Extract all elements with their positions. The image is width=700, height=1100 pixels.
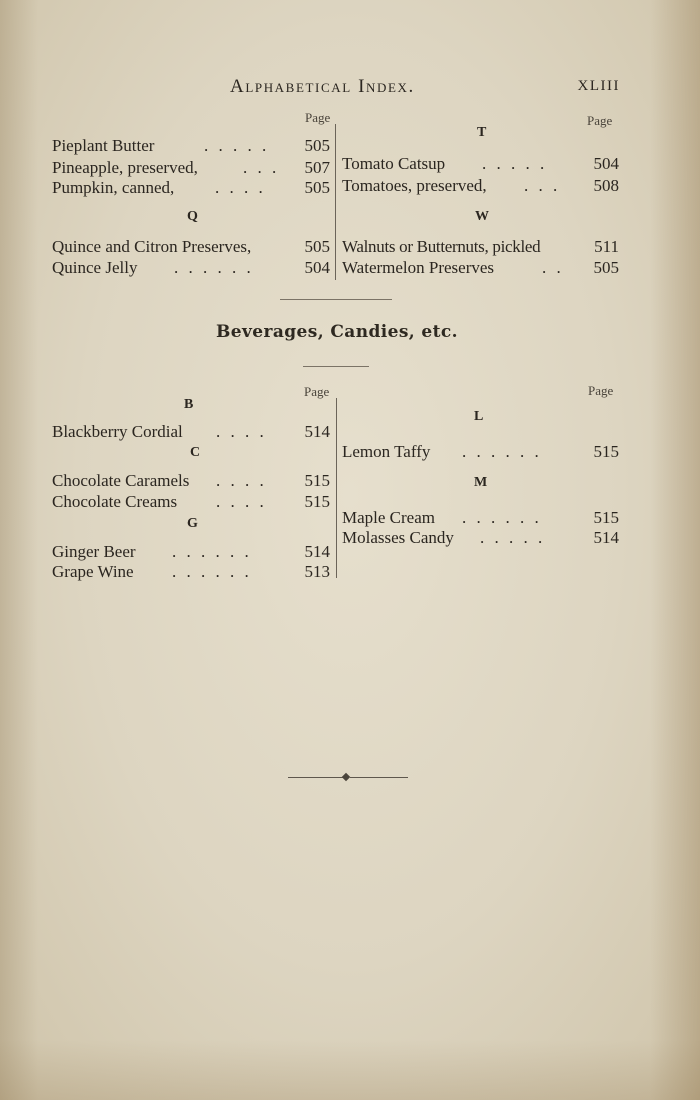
index-entry [52, 421, 330, 442]
entry-name: Maple Cream [342, 508, 435, 527]
ornament-diamond [342, 773, 350, 781]
leader-dots: . . . . . . [462, 442, 542, 461]
leader-dots: . . . . . . [172, 542, 252, 561]
entry-page: 515 [593, 442, 619, 461]
section-letter: M [474, 475, 488, 490]
entry-page: 505 [304, 136, 330, 155]
entry-name: Blackberry Cordial [52, 422, 183, 441]
leader-dots: . . . . . . [172, 562, 252, 581]
index-entry [52, 470, 330, 491]
entry-page: 514 [593, 528, 619, 547]
index-entry [342, 236, 619, 257]
entry-page: 505 [304, 178, 330, 197]
index-entry [52, 491, 330, 512]
running-head [0, 76, 700, 100]
page-column-label: Page [587, 113, 613, 128]
section-letter: T [477, 125, 487, 140]
index-entry [342, 175, 619, 196]
page-column-label: Page [304, 384, 330, 399]
leader-dots: . . . . [216, 422, 267, 441]
entry-name: Pumpkin, canned, [52, 178, 175, 197]
leader-dots: . . . . . [204, 136, 270, 155]
ornament-rule-right [350, 777, 408, 778]
entry-name: Tomato Catsup [342, 154, 446, 173]
leader-dots: . . [542, 258, 564, 277]
index-entry [52, 135, 330, 156]
entry-name: Ginger Beer [52, 542, 136, 561]
section-letter: L [474, 409, 484, 424]
column-divider [336, 398, 337, 578]
page-number: XLIII [577, 78, 620, 94]
leader-dots: . . . . . . [174, 258, 254, 277]
entry-page: 505 [304, 237, 330, 256]
entry-page: 514 [304, 542, 330, 561]
section-letter: G [187, 516, 198, 531]
section-letter: Q [187, 209, 198, 224]
entry-name: Pieplant Butter [52, 136, 155, 155]
page-column-label: Page [588, 383, 614, 398]
section-letter: W [475, 209, 489, 224]
page-shadow-left [0, 0, 38, 1100]
index-entry [52, 541, 330, 562]
title-underline [303, 366, 369, 367]
page-column-label: Page [305, 110, 331, 125]
entry-name: Chocolate Creams [52, 492, 178, 511]
entry-page: 515 [304, 492, 330, 511]
leader-dots: . . . . . [482, 154, 548, 173]
entry-name: Molasses Candy [342, 528, 454, 547]
index-entry [342, 527, 619, 548]
page-shadow-right [650, 0, 700, 1100]
entry-page: 511 [594, 237, 619, 256]
index-entry [52, 257, 330, 278]
entry-name: Chocolate Caramels [52, 471, 190, 490]
leader-dots: . . . [243, 158, 280, 177]
entry-name: Quince Jelly [52, 258, 138, 277]
index-entry [52, 236, 330, 257]
end-ornament [288, 770, 408, 784]
page-shadow-bottom [0, 1040, 700, 1100]
index-entry [342, 507, 619, 528]
section-letter: C [190, 445, 201, 460]
column-divider [335, 124, 336, 280]
index-entry [342, 441, 619, 462]
section-letter: B [184, 397, 194, 412]
index-entry [342, 257, 619, 278]
leader-dots: . . . . . . [462, 508, 542, 527]
entry-name: Pineapple, preserved, [52, 158, 198, 177]
index-entry [52, 561, 330, 582]
section-rule [280, 299, 392, 300]
entry-page: 508 [593, 176, 619, 195]
leader-dots: . . . . [216, 492, 267, 511]
entry-page: 504 [304, 258, 330, 277]
entry-page: 515 [304, 471, 330, 490]
index-entry [342, 153, 619, 174]
leader-dots: . . . . . [480, 528, 546, 547]
entry-name: Grape Wine [52, 562, 134, 581]
entry-page: 505 [593, 258, 619, 277]
running-title: Alphabetical Index. [230, 76, 415, 97]
entry-name: Watermelon Preserves [342, 258, 495, 277]
entry-page: 507 [304, 158, 330, 177]
index-entry [52, 157, 330, 178]
entry-name: Lemon Taffy [342, 442, 431, 461]
entry-page: 513 [304, 562, 330, 581]
entry-name: Tomatoes, preserved, [342, 176, 487, 195]
index-entry [52, 177, 330, 198]
entry-page: 515 [593, 508, 619, 527]
entry-name: Quince and Citron Preserves, [52, 237, 252, 256]
ornament-rule-left [288, 777, 346, 778]
section-title: Beverages, Candies, etc. [216, 322, 458, 342]
leader-dots: . . . [524, 176, 561, 195]
leader-dots: . . . . [216, 471, 267, 490]
entry-name: Walnuts or Butternuts, pickled [342, 237, 541, 256]
entry-page: 504 [593, 154, 619, 173]
entry-page: 514 [304, 422, 330, 441]
leader-dots: . . . . [215, 178, 266, 197]
